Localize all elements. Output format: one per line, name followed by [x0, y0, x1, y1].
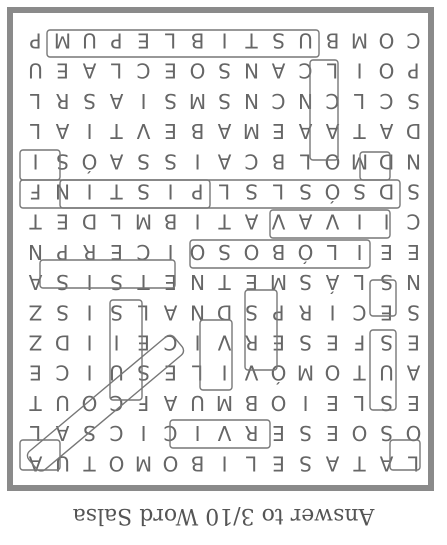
grid-letter: O — [324, 360, 341, 385]
grid-letter: I — [302, 390, 309, 415]
grid-letter: A — [379, 119, 394, 144]
grid-letter: L — [299, 149, 312, 174]
grid-letter: Ó — [81, 149, 98, 174]
grid-letter: O — [378, 28, 395, 53]
grid-letter: S — [245, 300, 258, 325]
grid-letter: A — [325, 451, 340, 476]
grid-letter: M — [188, 88, 207, 113]
grid-letter: S — [380, 330, 393, 355]
grid-letter: B — [325, 28, 340, 53]
grid-letter: P — [56, 239, 69, 264]
grid-letter: T — [218, 209, 231, 234]
grid-letter: P — [29, 28, 42, 53]
grid-letter: R — [244, 330, 259, 355]
grid-letter: S — [299, 451, 312, 476]
grid-letter: T — [137, 270, 150, 295]
grid-letter: V — [217, 421, 232, 446]
grid-letter: L — [110, 58, 123, 83]
grid-letter: E — [137, 330, 150, 355]
grid-letter: O — [189, 239, 206, 264]
grid-letter: N — [190, 300, 205, 325]
grid-letter: U — [298, 28, 313, 53]
grid-letter: L — [326, 58, 339, 83]
grid-letter: S — [299, 179, 312, 204]
grid-letter: E — [380, 239, 393, 264]
grid-letter: B — [190, 28, 205, 53]
grid-letter: E — [245, 270, 258, 295]
grid-letter: A — [217, 119, 232, 144]
grid-letter: I — [32, 149, 39, 174]
grid-letter: A — [379, 451, 394, 476]
grid-letter: T — [110, 119, 123, 144]
grid-letter: S — [218, 88, 231, 113]
grid-letter: I — [140, 88, 147, 113]
grid-letter: B — [163, 209, 178, 234]
grid-letter: U — [82, 28, 97, 53]
grid-letter: E — [407, 239, 420, 264]
grid-letter: E — [272, 330, 285, 355]
grid-letter: N — [406, 270, 421, 295]
grid-letter: T — [353, 119, 366, 144]
grid-letter: O — [81, 390, 98, 415]
grid-letter: C — [325, 88, 340, 113]
grid-letter: E — [164, 58, 177, 83]
grid-letter: S — [83, 421, 96, 446]
grid-letter: Z — [28, 330, 43, 355]
grid-letter: N — [244, 58, 259, 83]
grid-letter: S — [218, 239, 231, 264]
grid-letter: C — [163, 421, 178, 446]
grid-letter: M — [350, 28, 369, 53]
grid-letter: I — [86, 300, 93, 325]
grid-letter: A — [325, 119, 340, 144]
grid-letter: T — [29, 209, 42, 234]
puzzle-caption: Answer to 3/10 Word Salsa — [72, 503, 375, 528]
grid-letter: E — [326, 330, 339, 355]
found-word-highlight — [20, 150, 60, 180]
grid-letter: Ó — [270, 360, 287, 385]
grid-letter: I — [221, 28, 228, 53]
grid-letter: L — [218, 179, 231, 204]
grid-letter: O — [243, 239, 260, 264]
grid-letter: D — [378, 149, 395, 174]
grid-letter: C — [55, 360, 70, 385]
grid-letter: C — [406, 28, 421, 53]
grid-letter: I — [194, 209, 201, 234]
grid-letter: P — [191, 179, 204, 204]
grid-letter: U — [55, 390, 70, 415]
grid-letter: T — [353, 360, 366, 385]
grid-letter: B — [190, 451, 205, 476]
grid-letter: S — [245, 179, 258, 204]
grid-letter: S — [164, 88, 177, 113]
grid-letter: I — [86, 360, 93, 385]
grid-letter: L — [353, 390, 366, 415]
found-word-diagonal-highlight — [25, 333, 186, 474]
grid-letter: A — [244, 209, 259, 234]
grid-letter: S — [164, 149, 177, 174]
grid-letter: D — [216, 300, 233, 325]
grid-letter: T — [218, 270, 231, 295]
grid-letter: S — [299, 421, 312, 446]
grid-letter: C — [271, 88, 286, 113]
grid-letter: C — [109, 390, 124, 415]
grid-letter: L — [326, 239, 339, 264]
grid-letter: E — [110, 239, 123, 264]
grid-letter: A — [55, 119, 70, 144]
grid-letter: N — [244, 88, 259, 113]
grid-letter: S — [83, 88, 96, 113]
grid-letter: U — [55, 451, 70, 476]
grid-letter: U — [28, 58, 43, 83]
grid-letter: A — [109, 149, 124, 174]
grid-letter: N — [298, 88, 313, 113]
grid-letter: V — [217, 330, 232, 355]
grid-letter: I — [86, 119, 93, 144]
grid-letter: E — [56, 209, 69, 234]
grid-letter: I — [356, 239, 363, 264]
grid-letter: P — [272, 300, 285, 325]
grid-letter: E — [272, 451, 285, 476]
grid-letter: S — [407, 300, 420, 325]
grid-letter: I — [356, 209, 363, 234]
grid-letter: I — [86, 179, 93, 204]
grid-letter: S — [56, 300, 69, 325]
grid-letter: B — [271, 239, 286, 264]
grid-letter: I — [221, 451, 228, 476]
grid-letter: S — [272, 28, 285, 53]
grid-letter: B — [190, 119, 205, 144]
grid-letter: M — [134, 209, 153, 234]
grid-letter: A — [28, 270, 43, 295]
grid-letter: C — [379, 88, 394, 113]
grid-letter: S — [110, 270, 123, 295]
grid-letter: P — [407, 58, 420, 83]
grid-letter: C — [244, 149, 259, 174]
grid-letter: N — [406, 149, 421, 174]
grid-letter: P — [110, 28, 123, 53]
grid-letter: I — [86, 270, 93, 295]
grid-letter: O — [351, 421, 368, 446]
grid-letter: E — [29, 360, 42, 385]
grid-letter: Á — [325, 270, 340, 295]
grid-letter: I — [167, 239, 174, 264]
grid-letter: N — [55, 179, 70, 204]
grid-letter: M — [350, 149, 369, 174]
grid-letter: Z — [28, 300, 43, 325]
grid-letter: I — [194, 149, 201, 174]
grid-letter: A — [28, 451, 43, 476]
grid-letter: M — [242, 119, 261, 144]
grid-letter: C — [109, 421, 124, 446]
grid-letter: E — [164, 270, 177, 295]
grid-letter: E — [164, 360, 177, 385]
grid-letter: A — [298, 209, 313, 234]
grid-letter: T — [353, 451, 366, 476]
grid-letter: I — [383, 209, 390, 234]
grid-letter: T — [110, 179, 123, 204]
grid-letter: O — [162, 451, 179, 476]
grid-letter: N — [28, 239, 43, 264]
grid-letter: S — [56, 270, 69, 295]
grid-letter: L — [137, 300, 150, 325]
grid-letter: S — [380, 270, 393, 295]
grid-letter: U — [109, 360, 124, 385]
grid-letter: E — [326, 390, 339, 415]
grid-letter: A — [55, 421, 70, 446]
grid-letter: M — [53, 28, 72, 53]
grid-letter: S — [56, 149, 69, 174]
grid-letter: F — [353, 330, 366, 355]
grid-letter: S — [407, 88, 420, 113]
grid-letter: O — [378, 58, 395, 83]
grid-letter: M — [215, 390, 234, 415]
grid-letter: L — [29, 88, 42, 113]
grid-letter: E — [137, 28, 150, 53]
grid-letter: T — [245, 28, 258, 53]
found-word-highlight — [60, 180, 210, 208]
grid-letter: C — [136, 58, 151, 83]
grid-letter: E — [407, 330, 420, 355]
grid-letter: D — [378, 179, 395, 204]
grid-letter: F — [137, 390, 150, 415]
grid-letter: I — [329, 300, 336, 325]
grid-letter: E — [272, 421, 285, 446]
grid-letter: D — [81, 209, 98, 234]
grid-letter: L — [245, 451, 258, 476]
grid-letter: L — [272, 179, 285, 204]
grid-letter: S — [299, 270, 312, 295]
grid-letter: U — [379, 360, 394, 385]
grid-letter: V — [325, 209, 340, 234]
grid-letter: E — [164, 119, 177, 144]
grid-letter: C — [163, 330, 178, 355]
grid-letter: L — [110, 209, 123, 234]
grid-letter: B — [271, 149, 286, 174]
grid-letter: Ó — [324, 179, 341, 204]
grid-letter: I — [194, 421, 201, 446]
grid-letter: N — [190, 270, 205, 295]
grid-letter: A — [163, 300, 178, 325]
grid-letter: L — [29, 421, 42, 446]
grid-letter: O — [324, 149, 341, 174]
grid-letter: S — [353, 179, 366, 204]
grid-letter: I — [140, 421, 147, 446]
grid-letter: L — [191, 360, 204, 385]
grid-letter: E — [407, 390, 420, 415]
grid-letter: L — [353, 270, 366, 295]
grid-letter: V — [136, 119, 151, 144]
grid-letter: R — [55, 88, 70, 113]
grid-letter: D — [54, 330, 71, 355]
grid-letter: S — [110, 300, 123, 325]
grid-letter: M — [269, 270, 288, 295]
grid-letter: M — [296, 360, 315, 385]
grid-letter: C — [406, 209, 421, 234]
grid-letter: A — [163, 390, 178, 415]
grid-letter: S — [218, 58, 231, 83]
grid-letter: C — [136, 239, 151, 264]
grid-letter: R — [82, 239, 97, 264]
grid-letter: I — [86, 330, 93, 355]
grid-letter: S — [380, 390, 393, 415]
grid-letter: S — [380, 421, 393, 446]
grid-letter: S — [407, 179, 420, 204]
grid-letter: T — [83, 451, 96, 476]
grid-letter: A — [217, 149, 232, 174]
grid-letter: I — [113, 330, 120, 355]
grid-letter: L — [164, 28, 177, 53]
grid-letter: S — [137, 179, 150, 204]
grid-letter: C — [352, 300, 367, 325]
grid-letter: I — [194, 330, 201, 355]
grid-letter: U — [190, 390, 205, 415]
grid-letter: E — [272, 119, 285, 144]
grid-letter: I — [221, 360, 228, 385]
grid-letter: S — [137, 149, 150, 174]
grid-letter: A — [82, 58, 97, 83]
grid-letter: E — [56, 58, 69, 83]
grid-letter: A — [298, 119, 313, 144]
grid-letter: C — [298, 58, 313, 83]
grid-letter: A — [109, 88, 124, 113]
grid-letter: B — [244, 390, 259, 415]
grid-letter: R — [244, 421, 259, 446]
grid-letter: O — [405, 421, 422, 446]
grid-letter: O — [270, 390, 287, 415]
grid-letter: S — [299, 330, 312, 355]
grid-letter: M — [134, 451, 153, 476]
grid-letter: T — [29, 390, 42, 415]
grid-letter: L — [29, 119, 42, 144]
grid-letter: F — [29, 179, 42, 204]
grid-letter: O — [189, 58, 206, 83]
grid-letter: L — [353, 88, 366, 113]
grid-letter: I — [356, 58, 363, 83]
grid-letter: A — [271, 58, 286, 83]
grid-letter: I — [167, 179, 174, 204]
grid-letter: S — [137, 360, 150, 385]
grid-letter: O — [108, 451, 125, 476]
grid-letter: A — [406, 360, 421, 385]
grid-letter: L — [407, 451, 420, 476]
grid-letter: E — [380, 300, 393, 325]
grid-letter: R — [298, 300, 313, 325]
grid-letter: E — [326, 421, 339, 446]
grid-letter: V — [244, 360, 259, 385]
grid-letter: V — [271, 209, 286, 234]
grid-letter: D — [405, 119, 422, 144]
grid-letter: Ó — [297, 239, 314, 264]
